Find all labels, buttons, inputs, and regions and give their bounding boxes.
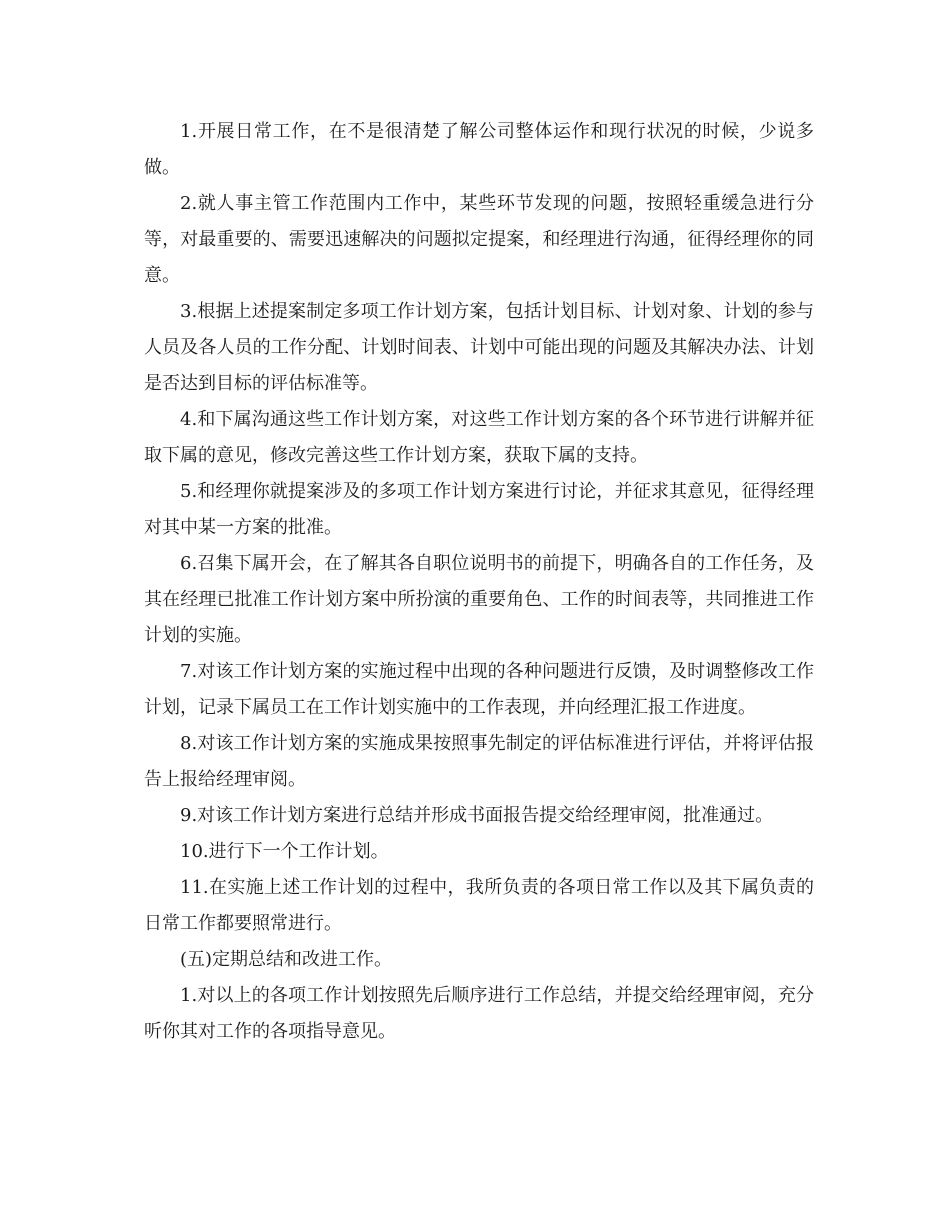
section-heading: (五)定期总结和改进工作。 [180, 949, 393, 970]
document-body [144, 114, 814, 1050]
paragraph: 2.就人事主管工作范围内工作中，某些环节发现的问题，按照轻重缓急进行分等，对最重要的、需要迅速解决的问题拟定提案，和经理进行沟通，征得经理你的同意。 [144, 193, 814, 286]
paragraph: 11.在实施上述工作计划的过程中，我所负责的各项日常工作以及其下属负责的日常工作都要照常进行。 [144, 877, 814, 934]
paragraph: 6.召集下属开会，在了解其各自职位说明书的前提下，明确各自的工作任务，及其在经理已批准工作计划方案中所扮演的重要角色、工作的时间表等，共同推进工作计划的实施。 [144, 553, 814, 646]
paragraph: 1.对以上的各项工作计划按照先后顺序进行工作总结，并提交给经理审阅，充分听你其对工作的各项指导意见。 [144, 985, 814, 1042]
paragraph: 8.对该工作计划方案的实施成果按照事先制定的评估标准进行评估，并将评估报告上报给经理审阅。 [144, 733, 814, 790]
paragraph: 9.对该工作计划方案进行总结并形成书面报告提交给经理审阅，批准通过。 [180, 805, 774, 826]
paragraph: 5.和经理你就提案涉及的多项工作计划方案进行讨论，并征求其意见，征得经理对其中某一方案的批准。 [144, 481, 814, 538]
paragraph: 4.和下属沟通这些工作计划方案，对这些工作计划方案的各个环节进行讲解并征取下属的意见，修改完善这些工作计划方案，获取下属的支持。 [144, 409, 814, 466]
paragraph: 10.进行下一个工作计划。 [180, 841, 389, 862]
paragraph: 7.对该工作计划方案的实施过程中出现的各种问题进行反馈，及时调整修改工作计划，记录下属员工在工作计划实施中的工作表现，并向经理汇报工作进度。 [144, 661, 814, 718]
paragraph: 1.开展日常工作，在不是很清楚了解公司整体运作和现行状况的时候，少说多做。 [144, 121, 814, 178]
paragraph: 3.根据上述提案制定多项工作计划方案，包括计划目标、计划对象、计划的参与人员及各人员的工作分配、计划时间表、计划中可能出现的问题及其解决办法、计划是否达到目标的评估标准等。 [144, 301, 814, 394]
